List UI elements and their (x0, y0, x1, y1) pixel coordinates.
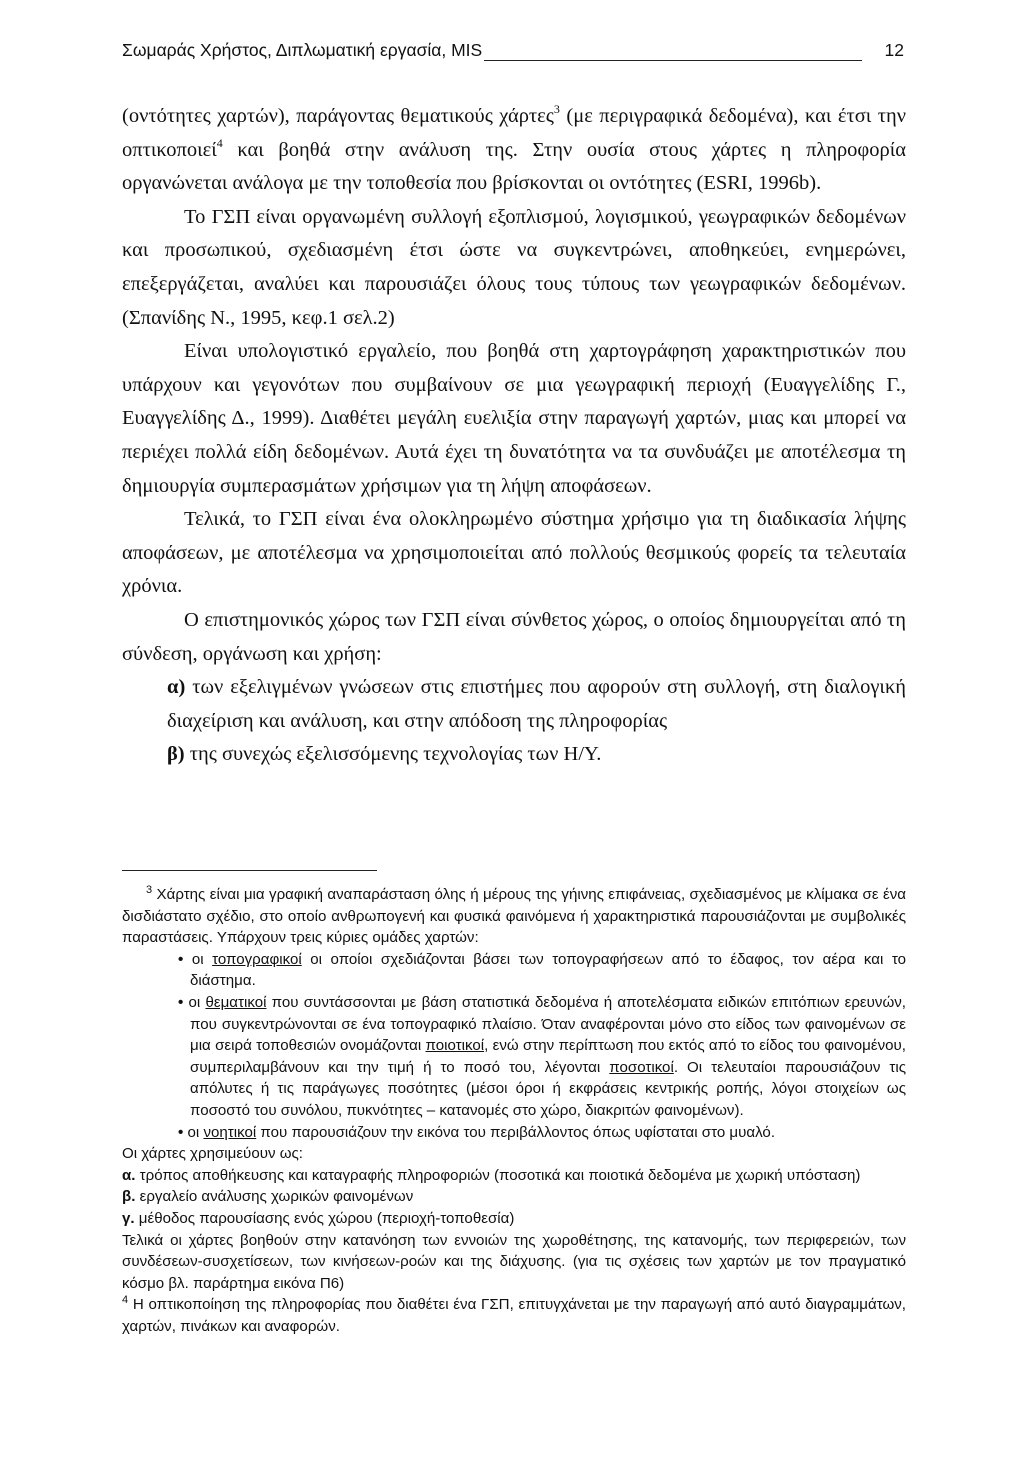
footnote-separator (122, 870, 377, 871)
paragraph-1-part-a: (οντότητες χαρτών), παράγοντας θεματικούς χάρτες (122, 105, 554, 127)
use-a-text: τρόπος αποθήκευσης και καταγραφής πληροφοριών (ποσοτικά και ποιοτικά δεδομένα με χωρική υπόσταση) (135, 1166, 861, 1184)
use-b-label: β. (122, 1188, 136, 1206)
running-header (122, 40, 906, 66)
bullet-icon: • (178, 993, 184, 1011)
term-qualitative: ποιοτικοί (425, 1037, 485, 1055)
list-item-b-label: β) (167, 743, 185, 766)
paragraph-1 (122, 100, 906, 201)
term-mental: νοητικοί (203, 1123, 257, 1141)
bullet-2-text-1: που συντάσσονται με βάση στατιστικά δεδομένα ή αποτελέσματα ειδικών επιτόπιων ερευνών, που συγκεντρώνονται σε ένα τοπογραφικό πλαίσιο. Όταν αναφέρονται μόνο στο είδος των φαινομένων σε μια σειρά τοποθεσιών ονομάζονται (190, 993, 906, 1055)
term-topographic: τοπογραφικοί (212, 950, 302, 968)
list-item-a-label: α) (167, 676, 186, 699)
paragraph-gsp-definition: Το ΓΣΠ είναι οργανωμένη συλλογή εξοπλισμού, λογισμικού, γεωγραφικών δεδομένων και προσωπικού, σχεδιασμένη έτσι ώστε να συγκεντρώνει, αποθηκεύει, ενημερώνει, επεξεργάζεται, αναλύει και παρουσιάζει όλους τους τύπους των γεωγραφικών δεδομένων. (Σπανίδης Ν., 1995, κεφ.1 σελ.2) (122, 205, 906, 329)
footnote-ref-3: 3 (553, 102, 560, 117)
list-item-b (122, 738, 906, 772)
use-a (122, 1165, 906, 1187)
use-c (122, 1208, 906, 1230)
footnote-3-closing: Τελικά οι χάρτες βοηθούν στην κατανόηση των εννοιών της χωροθέτησης, της κατανομής, των περιφερειών, των συνδέσεων-συσχετίσεων, των κινήσεων-ροών και της διάχυσης. (για τις σχέσεις των χαρτών με τον πραγματικό κόσμο βλ. παράρτημα εικόνα Π6) (122, 1231, 906, 1292)
paragraph-2: Είναι υπολογιστικό εργαλείο, που βοηθά στη χαρτογράφηση χαρακτηριστικών που υπάρχουν και γεγονότων που συμβαίνουν σε μια γεωγραφική περιοχή (Ευαγγελίδης Γ., Ευαγγελίδης Δ., 1999). Διαθέτει μεγάλη ευελιξία στην παραγωγή χαρτών, μιας και μπορεί να περιέχει πολλά είδη δεδομένων. Αυτά έχει τη δυνατότητα να τα συνδυάζει με αποτέλεσμα τη δημιουργία συμπερασμάτων χρήσιμων για τη λήψη αποφάσεων. (122, 340, 906, 497)
term-quantitative: ποσοτικοί (609, 1058, 674, 1076)
bullet-1-prefix: οι (191, 950, 213, 968)
bullet-3-prefix: οι (187, 1123, 204, 1141)
paragraph-4: Ο επιστημονικός χώρος των ΓΣΠ είναι σύνθετος χώρος, ο οποίος δημιουργείται από τη σύνδεση, οργάνωση και χρήση: (122, 608, 906, 665)
footnotes (122, 884, 906, 1337)
footnote-bullet-topographic (122, 949, 906, 992)
footnote-3-intro: Χάρτης είναι μια γραφική αναπαράσταση όλης ή μέρους της γήινης επιφάνειας, σχεδιασμένος με κλίμακα σε ένα δισδιάστατο σχέδιο, στο οποίο ανθρωπογενή και φυσικά φαινόμενα ή χαρακτηριστικά παρουσιάζονται με συμβολικές παραστάσεις. Υπάρχουν τρεις κύριες ομάδες χαρτών: (122, 886, 906, 947)
bullet-2-text-2: , ενώ στην περίπτωση που εκτός από το είδος του φαινομένου, συμπεριλαμβάνουν και την τιμή ή το ποσό του, λέγονται (190, 1037, 906, 1076)
footnote-bullet-mental (122, 1122, 906, 1144)
footnote-3-mark: 3 (146, 883, 153, 896)
footnote-ref-4: 4 (216, 135, 223, 150)
uses-intro: Οι χάρτες χρησιμεύουν ως: (122, 1145, 303, 1163)
list-item-a-text: των εξελιγμένων γνώσεων στις επιστήμες που αφορούν στη συλλογή, στη διαλογική διαχείριση και ανάλυση, και στην απόδοση της πληροφορίας (167, 676, 906, 732)
use-b-text: εργαλείο ανάλυσης χωρικών φαινομένων (135, 1188, 414, 1206)
use-c-text: μέθοδος παρουσίασης ενός χώρου (περιοχή-τοποθεσία) (134, 1209, 515, 1227)
paragraph-1-part-b: (με περιγραφικά δεδομένα), και έτσι την οπτικοποιεί (122, 105, 906, 161)
bullet-1-text: οι οποίοι σχεδιάζονται βάσει των τοπογραφήσεων από το έδαφος, τον αέρα και το διάστημα. (190, 950, 906, 990)
bullet-2-text-3: . Οι τελευταίοι παρουσιάζουν τις απόλυτες ή τις παράγωγες ποσότητες (μέσοι όροι ή εκφράσεις κεντρικής ροπής, λόγοι στοιχείων ως ποσοστό του συνόλου, πυκνότητες – κατανομές στο χώρο, διακριτών φαινομένων). (190, 1058, 906, 1119)
list-item-b-text: της συνεχώς εξελισσόμενης τεχνολογίας των Η/Υ. (184, 743, 602, 766)
use-a-label: α. (122, 1166, 136, 1184)
use-c-label: γ. (122, 1209, 135, 1227)
page-number: 12 (884, 40, 904, 60)
term-thematic: θεματικοί (205, 993, 267, 1011)
header-rule (484, 60, 862, 61)
bullet-3-text: που παρουσιάζουν την εικόνα του περιβάλλοντος όπως υφίσταται στο μυαλό. (256, 1123, 776, 1141)
footnote-4 (122, 1294, 906, 1337)
footnote-4-mark: 4 (122, 1294, 129, 1307)
use-b (122, 1186, 906, 1208)
header-title: Σωμαράς Χρήστος, Διπλωματική εργασία, MIS (122, 40, 483, 60)
paragraph-1-part-c: και βοηθά στην ανάλυση της. Στην ουσία στους χάρτες η πληροφορία οργανώνεται ανάλογα με την τοποθεσία που βρίσκονται οι οντότητες (ESRI, 1996b). (122, 138, 906, 195)
paragraph-3: Τελικά, το ΓΣΠ είναι ένα ολοκληρωμένο σύστημα χρήσιμο για τη διαδικασία λήψης αποφάσεων, με αποτέλεσμα να χρησιμοποιείται από πολλούς θεσμικούς φορείς τα τελευταία χρόνια. (122, 508, 906, 598)
bullet-2-prefix: οι (188, 993, 206, 1011)
bullet-icon: • (178, 950, 184, 968)
list-item-a (122, 671, 906, 738)
footnote-bullet-thematic (122, 992, 906, 1122)
main-text (122, 100, 906, 772)
footnote-3 (122, 884, 906, 949)
bullet-icon: • (178, 1123, 184, 1141)
footnote-4-text: Η οπτικοποίηση της πληροφορίας που διαθέτει ένα ΓΣΠ, επιτυγχάνεται με την παραγωγή από αυτό διαγραμμάτων, χαρτών, πινάκων και αναφορών. (122, 1296, 906, 1335)
